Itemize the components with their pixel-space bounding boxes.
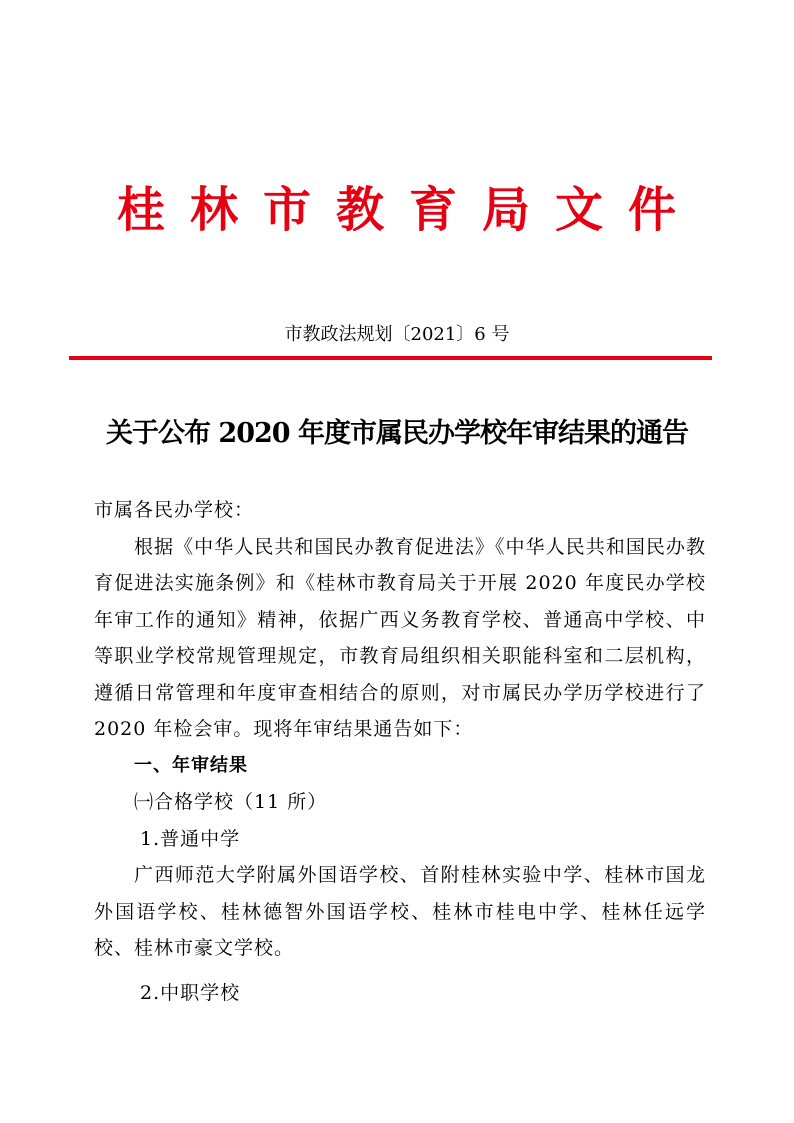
salutation: 市属各民办学校： xyxy=(94,499,255,521)
middle-schools-list: 广西师范大学附属外国语学校、首附桂林实验中学、桂林市国龙外国语学校、桂林德智外国语学校、桂林市桂电中学、桂林任远学校、桂林市豪文学校。 xyxy=(94,864,706,959)
intro-paragraph: 根据《中华人民共和国民办教育促进法》《中华人民共和国民办教育促进法实施条例》和《桂林市教育局关于开展 2020 年度民办学校年审工作的通知》精神，依据广西义务教育学校、普通高中学校、中等职业学校常规管理规定，市教育局组织相关职能科室和二层机构，遵循日常管理和年度审查相结合的原则，对市属民办学历学校进行了 2020 年检会审。现将年审结果通告如下： xyxy=(94,535,706,740)
section-heading-results: 一、年审结果 xyxy=(134,754,248,776)
document-number: 市教政法规划〔2021〕6 号 xyxy=(284,324,510,345)
issuer-title: 桂林市教育局文件 xyxy=(116,182,701,238)
item-label-vocational-schools: 2.中职学校 xyxy=(140,981,241,1004)
item-label-middle-schools: 1.普通中学 xyxy=(140,827,241,850)
subsection-heading-qualified: ㈠合格学校（11 所） xyxy=(134,791,328,813)
document-title: 关于公布 2020 年度市属民办学校年审结果的通告 xyxy=(106,418,688,449)
document-body xyxy=(94,492,706,1011)
red-divider-rule xyxy=(69,356,712,360)
